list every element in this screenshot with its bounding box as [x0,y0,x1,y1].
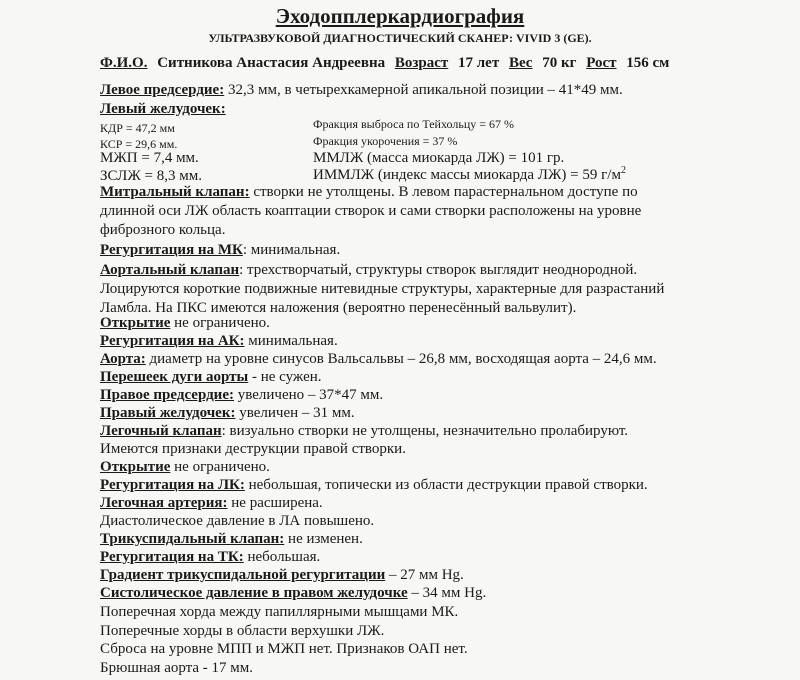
note-line: Сброса на уровне МПП и МЖП нет. Признаков ОАП нет. [100,641,468,657]
pr-line [100,477,648,494]
pr-text: небольшая, топически из области деструкции правой створки. [244,477,648,493]
av-open-line [100,315,270,332]
lv-zslzh: ЗСЛЖ = 8,3 мм. [100,168,202,184]
pr-label: Регургитация на ЛК: [100,477,245,493]
lv-immlzh-line [313,165,626,184]
ra-line [100,387,383,404]
age-label: Возраст [394,55,449,71]
patient-age: 17 лет [458,55,500,71]
lv-ef: Фракция выброса по Тейхольцу = 67 % [313,117,515,131]
mitral-text-3: фиброзного кольца. [100,222,226,238]
lv-mzhp: МЖП = 7,4 мм. [100,150,199,166]
av-open-label: Открытие [100,315,171,331]
pulm-valve-text-2: Имеются признаки деструкции правой створки. [100,441,406,457]
left-ventricle-label: Левый желудочек: [100,101,226,117]
mr-line [100,242,340,259]
aortic-label: Аортальный клапан [100,262,240,278]
height-label: Рост [586,55,617,71]
note-line: Поперечная хорда между папиллярными мышцами МК. [100,604,459,620]
left-atrium-text: 32,3 мм, в четырехкамерной апикальной позиции – 41*49 мм. [224,82,623,98]
report-title: Эходопплеркардиография [275,4,525,28]
ar-text: минимальная. [244,333,338,349]
ar-label: Регургитация на АК: [100,333,245,349]
left-ventricle-line [100,101,226,118]
mitral-line-1 [100,184,638,201]
lv-immlzh: ИММЛЖ (индекс массы миокарда ЛЖ) = 59 г/м [313,167,621,183]
note-line: Брюшная аорта - 17 мм. [100,659,254,676]
rv-line [100,405,355,422]
rv-pressure-label: Систолическое давление в правом желудочке [100,585,408,601]
isthmus-text: - не сужен. [248,369,322,385]
tr-gradient-label: Градиент трикуспидальной регургитации [100,567,386,583]
isthmus-label: Перешеек дуги аорты [100,369,249,385]
pulm-valve-text-1: : визуально створки не утолщены, незначительно пролабируют. [221,423,629,439]
pa-line [100,495,323,512]
pa-text-1: не расширена. [227,495,323,511]
lv-fs: Фракция укорочения = 37 % [313,134,458,148]
mitral-text-2: длинной оси ЛЖ область коаптации створок и сами створки расположены на уровне [100,203,642,219]
mr-label: Регургитация на МК [100,242,243,258]
aortic-text-1: : трехстворчатый, структуры створок выглядит неоднородной. [239,262,638,278]
mitral-text-1: створки не утолщены. В левом парастернальном доступе по [249,184,638,200]
aortic-text-3: Ламбла. На ПКС имеются наложения (вероятно перенесённый вальвулит). [100,300,577,316]
pa-text-2: Диастолическое давление в ЛА повышено. [100,513,375,529]
lv-row-1 [100,121,175,136]
lv-mmlzh: ММЛЖ (масса миокарда ЛЖ) = 101 гр. [313,150,565,166]
rv-pressure-text: – 34 мм Hg. [407,585,487,601]
left-atrium-label: Левое предсердие: [100,82,225,98]
lv-kdr: КДР = 47,2 мм [100,121,175,135]
aorta-line [100,351,657,368]
ar-line [100,333,338,350]
aortic-line-1 [100,262,637,279]
note-line: Поперечные хорды в области верхушки ЛЖ. [100,622,385,639]
tr-label: Регургитация на ТК: [100,549,244,565]
pa-label: Легочная артерия: [100,495,228,511]
pv-open-line [100,459,270,476]
tricuspid-line [100,531,363,548]
tricuspid-label: Трикуспидальный клапан: [100,531,285,547]
mr-text: : минимальная. [242,242,341,258]
pv-open-text: не ограничено. [170,459,270,475]
patient-info [100,55,675,72]
pulm-valve-line-1 [100,423,628,440]
patient-weight: 70 кг [542,55,577,71]
left-atrium-line [100,82,623,99]
aortic-text-2: Лоцируются короткие подвижные нитевидные структуры, характерные для разрастаний [100,281,665,297]
lv-immlzh-sup: 2 [620,165,626,176]
tr-gradient-text: – 27 мм Hg. [385,567,464,583]
rv-label: Правый желудочек: [100,405,236,421]
tricuspid-text: не изменен. [284,531,363,547]
patient-height: 156 см [626,55,670,71]
isthmus-line [100,369,322,386]
rv-text: увеличен – 31 мм. [235,405,355,421]
scanner-subtitle: УЛЬТРАЗВУКОВОЙ ДИАГНОСТИЧЕСКИЙ СКАНЕР: VIVID 3 (GE). [208,31,592,45]
rv-pressure-line [100,585,486,602]
av-open-text: не ограничено. [170,315,270,331]
aorta-label: Аорта: [100,351,146,367]
pulm-valve-label: Легочный клапан [100,423,222,439]
mitral-label: Митральный клапан: [100,184,250,200]
lv-ksr: КСР = 29,6 мм. [100,137,178,151]
aorta-text: диаметр на уровне синусов Вальсальвы – 26,8 мм, восходящая аорта – 24,6 мм. [145,351,657,367]
name-label: Ф.И.О. [100,55,148,71]
ra-text: увеличено – 37*47 мм. [233,387,384,403]
tr-gradient-line [100,567,464,584]
weight-label: Вес [508,55,533,71]
tr-text: небольшая. [243,549,321,565]
tr-line [100,549,320,566]
patient-name: Ситникова Анастасия Андреевна [157,55,386,71]
ra-label: Правое предсердие: [100,387,234,403]
pv-open-label: Открытие [100,459,171,475]
